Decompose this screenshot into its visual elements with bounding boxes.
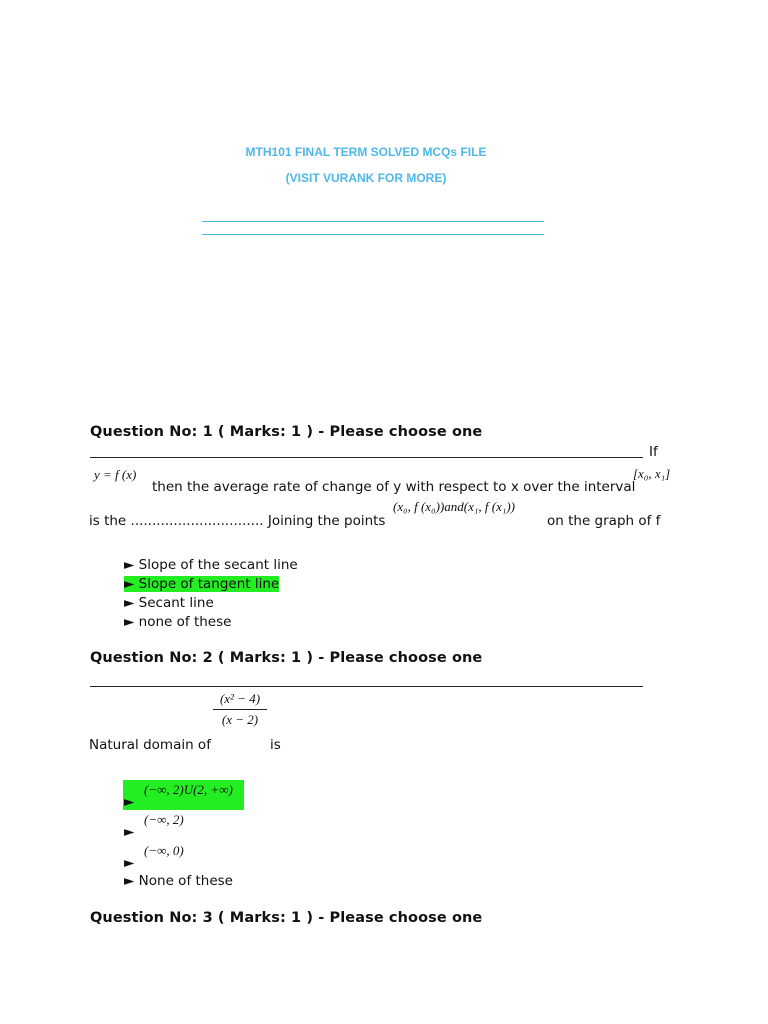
question-1-interval: [x₀, x₁]: [633, 466, 671, 481]
question-2-option-1-correct[interactable]: [123, 780, 244, 810]
question-1-text-line2a: is the ............................... Joining the points: [89, 513, 386, 529]
fraction-numerator: (x² − 4): [219, 691, 261, 706]
question-2-heading: Question No: 2 ( Marks: 1 ) - Please choose one: [90, 650, 483, 666]
question-2-stem-b: is: [270, 737, 281, 753]
question-1-heading: Question No: 1 ( Marks: 1 ) - Please choose one: [90, 424, 483, 440]
question-1-option-4[interactable]: ► none of these: [124, 614, 232, 630]
option-arrow: ►: [124, 824, 135, 840]
question-1-option-2-correct[interactable]: ► Slope of tangent line: [124, 576, 280, 592]
option-math: (−∞, 2)U(2, +∞): [144, 782, 233, 797]
question-2-option-2[interactable]: [123, 812, 203, 840]
option-math: (−∞, 2): [144, 812, 184, 827]
document-title: MTH101 FINAL TERM SOLVED MCQs FILE: [245, 145, 487, 159]
question-2-option-3[interactable]: [123, 843, 203, 871]
question-1-if: If: [649, 444, 658, 460]
fraction-denominator: (x − 2): [221, 712, 259, 727]
question-1-text-line1: then the average rate of change of y with respect to x over the interval: [152, 479, 636, 495]
header-divider-1: [202, 221, 544, 222]
document-subtitle: (VISIT VURANK FOR MORE): [285, 171, 447, 185]
question-2-rule: [90, 686, 643, 687]
option-arrow: ►: [124, 794, 135, 810]
question-3-heading: Question No: 3 ( Marks: 1 ) - Please choose one: [90, 910, 483, 926]
question-1-text-line2b: on the graph of f: [547, 513, 661, 529]
question-1-option-1[interactable]: ► Slope of the secant line: [124, 557, 298, 573]
question-2-fraction: [213, 691, 267, 728]
option-arrow: ►: [124, 855, 135, 871]
question-2-stem-a: Natural domain of: [89, 737, 211, 753]
question-2-option-4[interactable]: ► None of these: [124, 873, 233, 889]
option-math: (−∞, 0): [144, 843, 184, 858]
header-divider-2: [202, 234, 544, 235]
question-1-points: (x₀, f (x₀))and(x₁, f (x₁)): [393, 499, 516, 514]
question-1-rule: [90, 457, 643, 458]
question-1-option-3[interactable]: ► Secant line: [124, 595, 214, 611]
fraction-bar: [213, 709, 267, 710]
question-1-y-equals-fx: y = f (x): [94, 467, 137, 482]
